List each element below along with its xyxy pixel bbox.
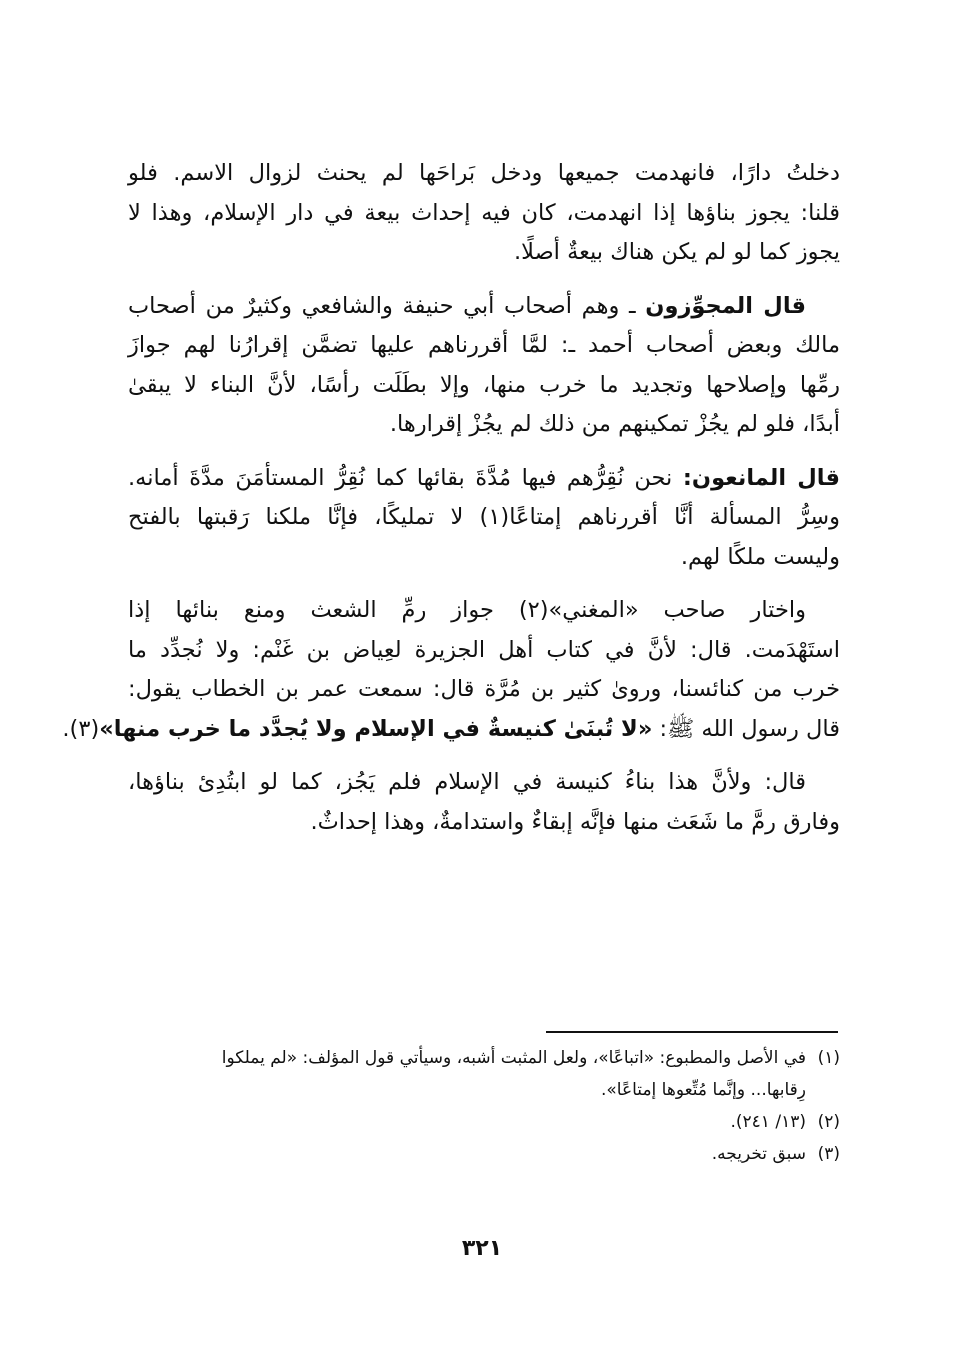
- paragraph-2-line-4: أبدًا، فلو لم يجُزْ تمكينهم من ذلك لم يجُزْ إقرارها.: [389, 411, 840, 437]
- footnote-2-text: (١٣/ ٢٤١).: [730, 1112, 806, 1132]
- footnote-divider: [546, 1031, 838, 1033]
- paragraph-3-line-2: وسِرُّ المسألة أنَّا أقررناهم إمتاعًا(١) لا تمليكًا، فإنَّا ملكنا رَقبتها بالفتح: [128, 504, 840, 530]
- paragraph-1-line-1: دخلتُ دارًا، فانهدمت جميعها ودخل بَراحَها لم يحنث لزوال الاسم. فلو: [128, 160, 840, 186]
- paragraph-4-line-4: [62, 710, 840, 750]
- page-number: ٣٢١: [461, 1236, 503, 1261]
- footnote-2-number: (٢): [817, 1112, 840, 1132]
- footnote-3-text: سبق تخريجه.: [711, 1144, 806, 1164]
- footnote-3-number: (٣): [817, 1144, 840, 1164]
- footnote-1-number: (١): [817, 1048, 840, 1068]
- paragraph-1-line-2: قلنا: يجوز بناؤها إذا انهدمت، كان فيه إحداث بيعة في دار الإسلام، وهذا لا: [128, 199, 840, 226]
- footnote-1-continuation: [128, 1074, 840, 1106]
- paragraph-5-line-1: قال: ولأنَّ هذا بناءُ كنيسة في الإسلام فلم يَجُز، كما لو ابتُدِئ بناؤها،: [128, 769, 806, 795]
- paragraph-3-line-1-text: نحن نُقِرُّهم فيها مُدَّةَ بقائها كما نُقِرُّ المستأمَنَ مدَّةَ أمانه.: [128, 464, 683, 491]
- paragraph-2-lead: قال المجوِّزون: [645, 292, 807, 319]
- main-text: [62, 154, 840, 842]
- paragraph-4-line-1: واختار صاحب «المغني»(٢) جواز رمِّ الشعث ومنع بنائها إذا: [128, 597, 806, 623]
- paragraph-3-line-1: [128, 459, 840, 499]
- footnote-2: [128, 1106, 840, 1138]
- hadith-quote: «لا تُبنَىٰ كنيسةٌ في الإسلام ولا يُجدَّد ما خرب منها»: [99, 715, 653, 742]
- paragraph-4-line-4-prefix: قال رسول الله ﷺ:: [652, 715, 840, 742]
- paragraph-4-line-2: استَهْدَمت. قال: لأنَّ في كتاب أهل الجزيرة لعِياض بن غَنْم: ولا نُجدِّد ما: [128, 636, 840, 663]
- footnote-1: [128, 1042, 840, 1074]
- paragraph-3-line-3: وليست ملكًا لهم.: [680, 543, 840, 570]
- paragraph-2-line-1: [128, 287, 840, 327]
- paragraph-4-line-3: خرب من كنائسنا، وروىٰ كثير بن مُرَّة قال: سمعت عمر بن الخطاب يقول:: [128, 676, 840, 702]
- paragraph-5-line-2: وفارق رمَّ ما شَعَث منها فإنَّه إبقاءٌ واستدامةٌ، وهذا إحداثٌ.: [310, 808, 840, 835]
- paragraph-3-lead: قال المانعون:: [682, 464, 840, 491]
- paragraph-2-line-1-text: ـ وهم أصحاب أبي حنيفة والشافعي وكثيرٌ من أصحاب: [128, 292, 646, 319]
- paragraph-2-line-2: مالك وبعض أصحاب أحمد ـ: لمَّا أقررناهم عليها تضمَّن إقرارُنا لهم جوازَ: [128, 332, 840, 358]
- footnote-1-line-1: في الأصل والمطبوع: «اتباعًا»، ولعل المثبت أشبه، وسيأتي قول المؤلف: «لم يملكوا: [221, 1048, 806, 1068]
- footnotes: [128, 1042, 840, 1170]
- footnote-1-line-2: رِقابها... وإنَّما مُتِّعوها إمتاعًا».: [601, 1080, 806, 1100]
- paragraph-1-line-3: يجوز كما لو لم يكن هناك بيعةٌ أصلًا.: [514, 239, 840, 265]
- paragraph-4-line-4-suffix: (٣).: [62, 715, 100, 742]
- footnote-3: [128, 1138, 840, 1170]
- paragraph-2-line-3: رمِّها وإصلاحها وتجديد ما خرب منها، وإلا بطَلَت رأسًا، لأنَّ البناء لا يبقىٰ: [128, 371, 840, 398]
